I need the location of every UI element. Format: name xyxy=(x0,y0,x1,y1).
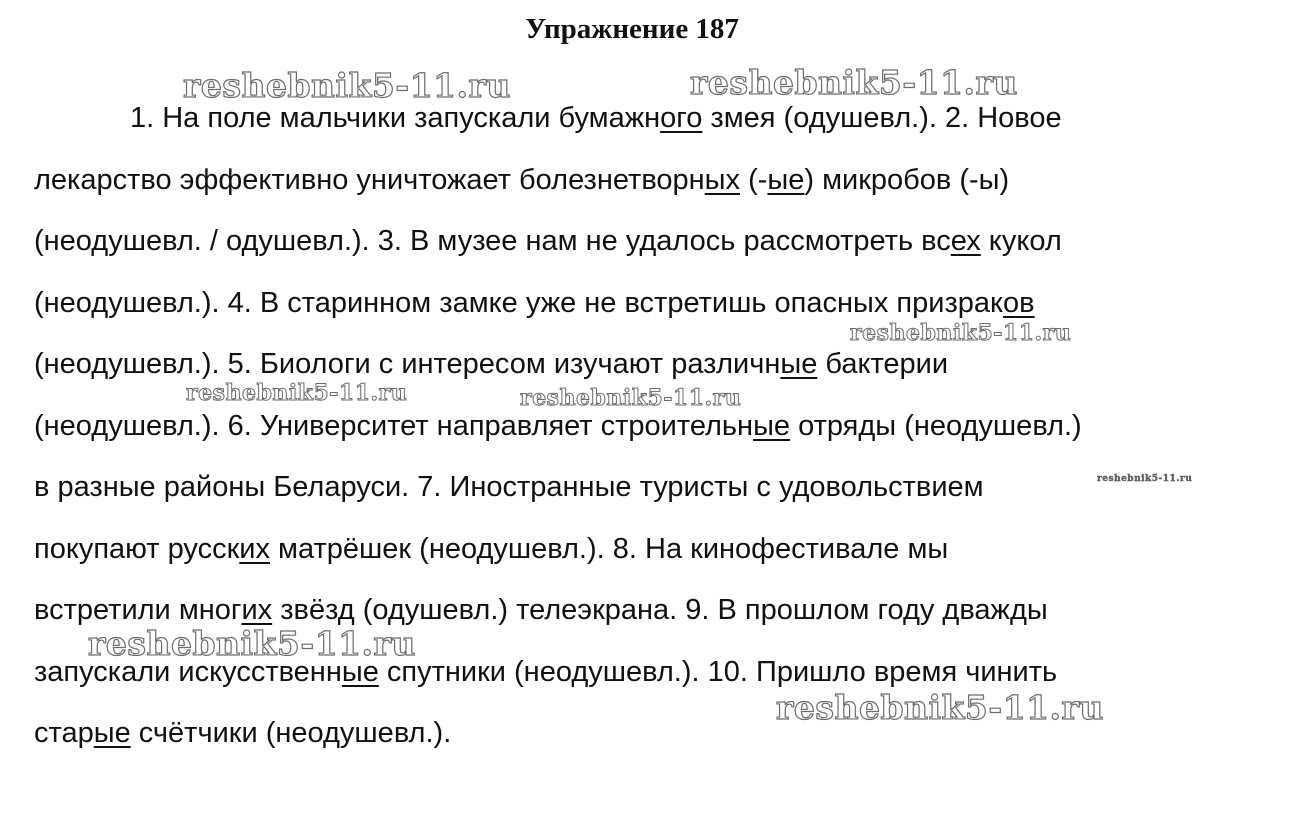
page-title: Упражнение 187 xyxy=(525,13,739,45)
text-line xyxy=(130,100,1062,136)
text-segment: кукол xyxy=(980,225,1062,257)
text-line xyxy=(34,162,1009,198)
underlined-ending: их xyxy=(241,594,273,626)
watermark: reshebnik5-11.ru xyxy=(88,624,416,663)
text-segment: (неодушевл.). 4. В старинном замке уже не встретишь опасных призрак xyxy=(34,287,1004,319)
watermark: reshebnik5-11.ru xyxy=(186,380,408,406)
underlined-ending: ые xyxy=(767,164,805,196)
text-segment: лекарство эффективно уничтожает болезнетворн xyxy=(34,164,705,196)
text-line xyxy=(34,223,1062,259)
text-segment: ) микробов (-ы) xyxy=(804,164,1010,196)
text-segment: матрёшек (неодушевл.). 8. На кинофестивале мы xyxy=(270,533,949,565)
watermark: reshebnik5-11.ru xyxy=(183,66,511,105)
underlined-ending: ые xyxy=(341,656,379,688)
text-segment: счётчики (неодушевл.). xyxy=(130,717,452,749)
text-segment: звёзд (одушевл.) телеэкрана. 9. В прошлом году дважды xyxy=(272,594,1048,626)
text-segment: запускали искусственн xyxy=(34,656,342,688)
watermark: reshebnik5-11.ru xyxy=(520,385,742,411)
text-segment: встретили мног xyxy=(34,594,242,626)
text-line xyxy=(34,531,948,567)
underlined-ending: ые xyxy=(753,410,791,442)
watermark: reshebnik5-11.ru xyxy=(1097,474,1193,484)
text-segment: спутники (неодушевл.). 10. Пришло время чинить xyxy=(378,656,1058,688)
underlined-ending: ех xyxy=(950,225,981,257)
text-line xyxy=(34,346,948,382)
text-segment: отряды (неодушевл.) xyxy=(790,410,1082,442)
watermark: reshebnik5-11.ru xyxy=(690,63,1018,102)
underlined-ending: их xyxy=(239,533,270,565)
text-segment: (неодушевл. / одушевл.). 3. В музее нам не удалось рассмотреть вс xyxy=(34,225,951,257)
text-segment: стар xyxy=(34,717,94,749)
text-segment: (неодушевл.). 6. Университет направляет строительн xyxy=(34,410,754,442)
underlined-ending: ые xyxy=(780,348,818,380)
underlined-ending: ов xyxy=(1003,287,1035,319)
watermark: reshebnik5-11.ru xyxy=(850,320,1072,346)
text-segment: (неодушевл.). 5. Биологи с интересом изучают различн xyxy=(34,348,781,380)
text-line xyxy=(34,469,984,505)
text-line xyxy=(34,592,1048,628)
text-segment: бактерии xyxy=(817,348,949,380)
text-segment: змея (одушевл.). 2. Новое xyxy=(702,102,1062,134)
text-segment: (- xyxy=(740,164,768,196)
text-segment: покупают русск xyxy=(34,533,240,565)
underlined-ending: ых xyxy=(704,164,741,196)
watermark: reshebnik5-11.ru xyxy=(776,688,1104,727)
underlined-ending: ого xyxy=(660,102,703,134)
underlined-ending: ые xyxy=(93,717,131,749)
text-segment: в разные районы Беларуси. 7. Иностранные туристы с удовольствием xyxy=(34,471,984,503)
text-line xyxy=(34,408,1082,444)
text-line xyxy=(34,285,1035,321)
text-line xyxy=(34,715,451,751)
text-segment: 1. На поле мальчики запускали бумажн xyxy=(130,102,661,134)
